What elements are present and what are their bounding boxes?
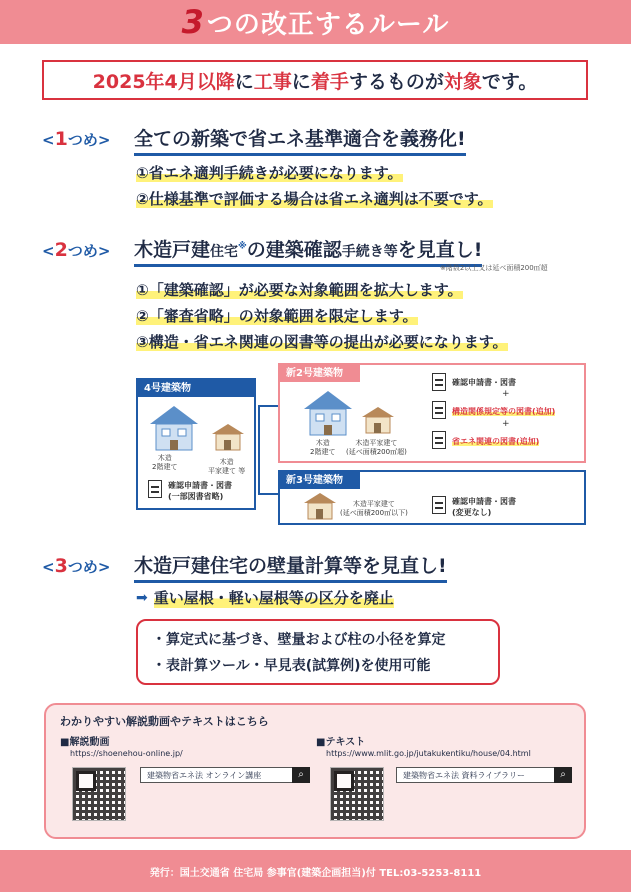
document-icon: [148, 480, 162, 498]
house-1floor-icon: [302, 491, 338, 521]
label-part: <: [42, 242, 55, 260]
box-4go-doc: 確認申請書・図書 (一部図書省略): [168, 481, 232, 501]
rule-3-detail-box: [136, 619, 500, 685]
label-number: 1: [54, 128, 68, 150]
label-part: <: [42, 131, 55, 149]
label-number: 2: [54, 239, 68, 261]
target-text: するものが: [348, 70, 444, 93]
label-number: 3: [54, 555, 68, 577]
rule-3-summary: [136, 587, 394, 608]
title-part: 住宅: [210, 244, 239, 260]
house-1floor-icon: [210, 422, 246, 452]
rule-2-heading: [42, 235, 482, 267]
target-statement: [42, 60, 588, 100]
rule-3-heading: [42, 551, 447, 583]
label-part: つめ>: [67, 242, 111, 260]
title-part: 木造戸建: [134, 239, 211, 261]
header-banner: [0, 0, 631, 44]
doc-label: 確認申請書・図書: [452, 378, 516, 387]
search-query: 建築物省エネ法 オンライン講座: [147, 770, 262, 780]
box-new3go: [278, 470, 586, 525]
search-icon[interactable]: ⌕: [554, 767, 572, 783]
title-part: 手続き等: [341, 244, 398, 260]
target-text: 工事: [253, 70, 292, 93]
house-2floor-icon: [146, 402, 202, 452]
item-text: ③構造・省エネ関連の図書等の提出が必要になります。: [136, 333, 508, 351]
house-1-caption: 木造 2階建て: [310, 439, 336, 456]
rule-1-item: [136, 162, 403, 183]
label-part: つめ>: [67, 558, 111, 576]
box-new2go: [278, 363, 586, 463]
target-text: 着手: [310, 70, 349, 93]
plus-sign: +: [502, 389, 510, 399]
video-qr-code[interactable]: [72, 767, 126, 821]
document-icon: [432, 401, 446, 419]
box-4go: [136, 378, 256, 510]
bracket-connector: [258, 405, 278, 495]
target-text: 対象: [443, 70, 482, 93]
label-part: つめ>: [67, 131, 111, 149]
text-url[interactable]: https://www.mlit.go.jp/jutakukentiku/house/04.html: [326, 749, 531, 758]
doc-label-added: [452, 406, 555, 417]
rule-2-footnote: ※階数2以上又は延べ面積200㎡超: [440, 264, 548, 272]
rule-3-title: 木造戸建住宅の壁量計算等を見直し!: [134, 551, 447, 583]
rule-2-item: [136, 305, 418, 326]
doc-text: 構造関係規定等の図書(追加): [452, 407, 556, 416]
box-new3go-head: 新3号建築物: [280, 472, 360, 489]
detail-line: ・表計算ツール・早見表(試算例)を使用可能: [152, 658, 431, 674]
target-text: に: [291, 70, 311, 93]
title-text: つの改正するルール: [206, 10, 450, 40]
document-icon: [432, 496, 446, 514]
house-caption: 木造平家建て (延べ面積200㎡以下): [340, 500, 408, 517]
rule-2-title: [134, 235, 482, 267]
detail-line: ・算定式に基づき、壁量および柱の小径を算定: [152, 632, 446, 648]
document-icon: [432, 431, 446, 449]
target-text: に: [234, 70, 254, 93]
rule-1-title: 全ての新築で省エネ基準適合を義務化!: [134, 124, 466, 156]
box-new2go-head: 新2号建築物: [280, 365, 360, 382]
item-text: ②「審査省略」の対象範囲を限定します。: [136, 307, 418, 325]
rule-2-label: [42, 239, 134, 261]
resources-panel: [44, 703, 586, 839]
resources-title: わかりやすい解説動画やテキストはこちら: [60, 715, 269, 728]
search-icon[interactable]: ⌕: [292, 767, 310, 783]
summary-text: 重い屋根・軽い屋根等の区分を廃止: [153, 589, 394, 607]
video-url[interactable]: https://shoenehou-online.jp/: [70, 749, 183, 758]
title-footnote-mark: ※: [238, 241, 247, 252]
item-text: ①「建築確認」が必要な対象範囲を拡大します。: [136, 281, 463, 299]
house-1floor-icon: [360, 405, 396, 435]
house-2-caption: 木造平家建て (延べ面積200㎡超): [346, 439, 407, 456]
target-text: です。: [481, 70, 538, 93]
text-label: ■テキスト: [316, 737, 366, 748]
video-search-box[interactable]: [140, 767, 310, 783]
doc-text: 省エネ関連の図書(追加): [452, 437, 540, 446]
rule-2-item: [136, 279, 463, 300]
rule-2-item: [136, 331, 508, 352]
title-part: の建築確認: [246, 239, 342, 261]
doc-label-added: [452, 436, 539, 447]
item-text: ②仕様基準で評価する場合は省エネ適判は不要です。: [136, 190, 493, 208]
footer: [0, 850, 631, 892]
house-1-caption: 木造 2階建て: [152, 454, 178, 471]
rule-1-label: [42, 128, 134, 150]
title-number: 3: [181, 3, 205, 41]
target-date: 2025年4月以降: [92, 70, 235, 93]
house-2floor-icon: [300, 387, 356, 437]
video-label: ■解説動画: [60, 737, 110, 748]
house-2-caption: 木造 平家建て 等: [208, 458, 246, 475]
rule-3-label: [42, 555, 134, 577]
item-text: ①省エネ適判手続きが必要になります。: [136, 164, 403, 182]
footer-text: 発行：国土交通省 住宅局 参事官(建築企画担当)付 TEL:03-5253-8111: [149, 867, 482, 879]
text-qr-code[interactable]: [330, 767, 384, 821]
box-4go-head: 4号建築物: [138, 380, 254, 397]
title-part: を見直し!: [397, 239, 483, 261]
arrow-right-icon: ➡: [136, 589, 148, 606]
label-part: <: [42, 558, 55, 576]
plus-sign: +: [502, 419, 510, 429]
document-icon: [432, 373, 446, 391]
rule-1-heading: [42, 124, 466, 156]
page-title: [182, 3, 450, 41]
rule-1-item: [136, 188, 493, 209]
search-query: 建築物省エネ法 資料ライブラリー: [403, 770, 526, 780]
text-search-box[interactable]: [396, 767, 572, 783]
doc-label: 確認申請書・図書 (変更なし): [452, 497, 516, 517]
